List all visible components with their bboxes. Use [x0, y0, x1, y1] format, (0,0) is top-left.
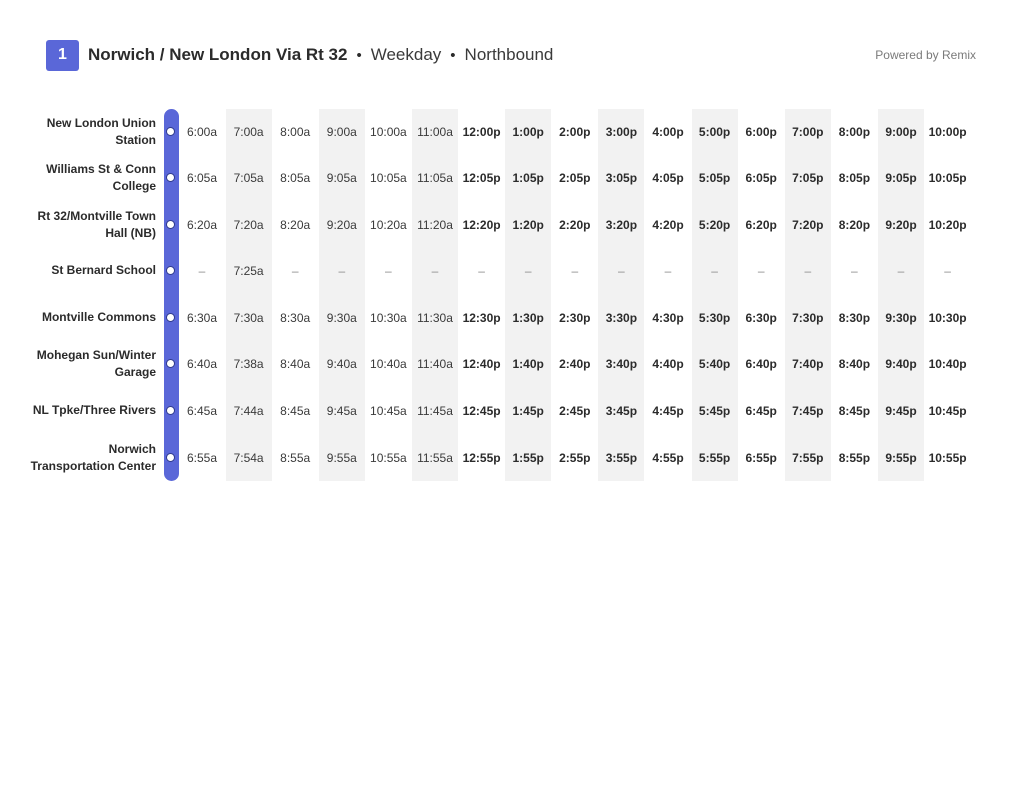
time-cell: 8:00p: [838, 125, 871, 139]
time-cell: –: [524, 264, 532, 278]
stop-marker-icon: [166, 313, 175, 322]
time-cell: 8:20a: [280, 218, 311, 232]
time-cell: 8:30a: [280, 311, 311, 325]
time-cell: 3:30p: [605, 311, 638, 325]
time-cell: –: [478, 264, 485, 278]
route-number-badge: 1: [46, 40, 79, 71]
time-cell: 9:00a: [326, 125, 357, 139]
time-cell: 4:40p: [652, 357, 684, 371]
time-cell: 2:20p: [559, 218, 591, 232]
time-cell: 7:20p: [792, 218, 824, 232]
time-cell: 10:30p: [928, 311, 967, 325]
time-cell: 6:45a: [186, 404, 218, 418]
time-cell: 9:40p: [885, 357, 917, 371]
time-cell: 9:20a: [326, 218, 357, 232]
time-cell: 10:05a: [370, 171, 407, 185]
time-cell: 6:05a: [186, 171, 218, 185]
time-cell: –: [431, 264, 439, 278]
time-cell: 10:45a: [370, 404, 407, 418]
time-cell: –: [944, 264, 951, 278]
time-cell: 6:20p: [745, 218, 777, 232]
time-cell: 8:05a: [280, 171, 311, 185]
time-cell: 7:44a: [233, 404, 264, 418]
time-cell: 5:30p: [698, 311, 731, 325]
time-cell: 11:20a: [417, 218, 453, 232]
time-cell: 7:05a: [233, 171, 264, 185]
time-cell: 2:55p: [559, 451, 591, 465]
stop-name: Norwich Transportation Center: [30, 441, 156, 473]
time-cell: 9:40a: [326, 357, 357, 371]
time-cell: 10:20a: [370, 218, 407, 232]
time-cell: 5:05p: [698, 171, 731, 185]
time-cell: 12:30p: [462, 311, 501, 325]
time-cell: 7:05p: [792, 171, 824, 185]
time-cell: 12:00p: [462, 125, 501, 139]
time-cell: 3:55p: [605, 451, 638, 465]
time-cell: 10:00a: [370, 125, 407, 139]
time-cell: 6:55p: [745, 451, 777, 465]
time-cell: 9:55p: [885, 451, 917, 465]
time-cell: 4:45p: [652, 404, 684, 418]
time-cell: –: [897, 264, 905, 278]
time-cell: 7:25a: [233, 264, 264, 278]
time-cell: 8:40a: [280, 357, 311, 371]
column-stripe: [692, 109, 738, 481]
time-cell: 4:00p: [652, 125, 684, 139]
column-stripe: [505, 109, 551, 481]
time-cell: 2:30p: [559, 311, 591, 325]
time-cell: 9:45a: [326, 404, 357, 418]
time-cell: –: [804, 264, 812, 278]
time-cell: 8:20p: [838, 218, 871, 232]
time-cell: 7:30p: [792, 311, 824, 325]
time-cell: 6:30a: [186, 311, 218, 325]
time-cell: 2:45p: [559, 404, 591, 418]
time-cell: 4:30p: [652, 311, 684, 325]
time-cell: 3:40p: [605, 357, 638, 371]
time-cell: 11:00a: [417, 125, 453, 139]
time-cell: 3:20p: [605, 218, 638, 232]
time-cell: 6:00p: [745, 125, 777, 139]
time-cell: 8:55p: [838, 451, 871, 465]
time-cell: –: [291, 264, 299, 278]
time-cell: 6:40a: [186, 357, 218, 371]
time-cell: 7:38a: [233, 357, 264, 371]
column-stripe: [785, 109, 831, 481]
stop-marker-icon: [166, 220, 175, 229]
time-cell: –: [385, 264, 392, 278]
time-cell: 9:30p: [885, 311, 917, 325]
column-stripe: [319, 109, 365, 481]
time-cell: 6:20a: [186, 218, 218, 232]
column-stripe: [226, 109, 272, 481]
time-cell: 10:30a: [370, 311, 407, 325]
time-cell: 11:55a: [417, 451, 453, 465]
time-cell: –: [571, 264, 579, 278]
time-cell: –: [618, 264, 625, 278]
stop-name: St Bernard School: [51, 263, 156, 278]
time-cell: –: [664, 264, 672, 278]
column-stripe: [878, 109, 924, 481]
time-cell: 6:00a: [186, 125, 218, 139]
time-cell: 9:05a: [326, 171, 357, 185]
time-cell: 2:05p: [559, 171, 591, 185]
time-cell: –: [757, 264, 765, 278]
time-cell: –: [711, 264, 718, 278]
time-cell: 10:55a: [370, 451, 407, 465]
time-cell: 1:00p: [512, 125, 544, 139]
time-cell: 5:00p: [698, 125, 731, 139]
time-cell: 2:00p: [559, 125, 591, 139]
stop-name: NL Tpke/Three Rivers: [32, 403, 156, 418]
time-cell: 1:45p: [512, 404, 544, 418]
stop-name: Rt 32/Montville Town Hall (NB): [37, 208, 156, 240]
stop-name: New London Union Station: [46, 115, 156, 147]
time-cell: 10:05p: [928, 171, 967, 185]
route-line: [164, 109, 179, 481]
time-cell: 5:40p: [698, 357, 731, 371]
stop-marker-icon: [166, 266, 175, 275]
time-cell: 7:55p: [792, 451, 824, 465]
stop-name: Williams St & Conn College: [46, 161, 156, 193]
time-cell: 11:30a: [417, 311, 453, 325]
time-cell: 9:30a: [326, 311, 357, 325]
time-cell: 12:45p: [462, 404, 501, 418]
time-cell: 1:05p: [512, 171, 544, 185]
time-cell: 7:20a: [233, 218, 264, 232]
time-cell: 4:55p: [652, 451, 684, 465]
stop-marker-icon: [166, 406, 175, 415]
time-cell: 5:20p: [698, 218, 731, 232]
time-cell: 11:40a: [417, 357, 453, 371]
time-cell: 8:30p: [838, 311, 871, 325]
time-cell: 5:45p: [698, 404, 731, 418]
time-cell: 7:00a: [233, 125, 264, 139]
time-cell: 7:40p: [792, 357, 824, 371]
time-cell: 12:20p: [462, 218, 501, 232]
time-cell: 7:54a: [233, 451, 264, 465]
time-cell: 2:40p: [559, 357, 591, 371]
stop-marker-icon: [166, 127, 175, 136]
powered-by: Powered by Remix: [875, 48, 976, 62]
time-cell: 6:40p: [745, 357, 777, 371]
time-cell: 11:45a: [417, 404, 453, 418]
time-cell: 10:45p: [928, 404, 967, 418]
time-cell: 11:05a: [417, 171, 453, 185]
time-cell: 6:05p: [745, 171, 777, 185]
time-cell: 9:00p: [885, 125, 917, 139]
separator-dot: •: [356, 46, 362, 64]
route-name: Norwich / New London Via Rt 32: [88, 45, 348, 64]
time-cell: 10:20p: [928, 218, 967, 232]
time-cell: 10:40p: [928, 357, 967, 371]
time-cell: –: [851, 264, 858, 278]
time-cell: 6:30p: [745, 311, 777, 325]
time-cell: 1:20p: [512, 218, 544, 232]
service-day: Weekday: [370, 45, 442, 64]
time-cell: 1:55p: [512, 451, 544, 465]
time-cell: –: [198, 264, 206, 278]
time-cell: 7:30a: [233, 311, 264, 325]
time-cell: 8:45p: [838, 404, 871, 418]
time-cell: 5:55p: [698, 451, 731, 465]
time-cell: 12:55p: [462, 451, 501, 465]
direction: Northbound: [464, 45, 554, 64]
time-cell: 4:20p: [652, 218, 684, 232]
time-cell: 8:00a: [280, 125, 311, 139]
time-cell: 9:20p: [885, 218, 917, 232]
time-cell: 6:45p: [745, 404, 777, 418]
column-stripe: [598, 109, 644, 481]
time-cell: 9:45p: [885, 404, 917, 418]
time-cell: 12:40p: [462, 357, 501, 371]
time-cell: 10:55p: [928, 451, 967, 465]
time-cell: 10:40a: [370, 357, 407, 371]
time-cell: 8:40p: [838, 357, 871, 371]
time-cell: 4:05p: [652, 171, 684, 185]
time-cell: 12:05p: [462, 171, 501, 185]
time-cell: 8:05p: [838, 171, 871, 185]
time-cell: 7:45p: [792, 404, 824, 418]
time-cell: 7:00p: [792, 125, 824, 139]
separator-dot: •: [450, 46, 456, 64]
time-cell: –: [338, 264, 346, 278]
time-cell: 8:45a: [280, 404, 311, 418]
time-cell: 3:45p: [605, 404, 638, 418]
time-cell: 3:00p: [605, 125, 638, 139]
time-cell: 1:30p: [512, 311, 544, 325]
stop-name: Mohegan Sun/Winter Garage: [36, 347, 156, 379]
stop-marker-icon: [166, 453, 175, 462]
stop-marker-icon: [166, 359, 175, 368]
time-cell: 8:55a: [280, 451, 311, 465]
time-cell: 1:40p: [512, 357, 544, 371]
time-cell: 3:05p: [605, 171, 638, 185]
time-cell: 10:00p: [928, 125, 967, 139]
time-cell: 6:55a: [186, 451, 218, 465]
column-stripe: [412, 109, 458, 481]
time-cell: 9:05p: [885, 171, 917, 185]
stop-marker-icon: [166, 173, 175, 182]
time-cell: 9:55a: [326, 451, 357, 465]
stop-name: Montville Commons: [41, 310, 156, 325]
